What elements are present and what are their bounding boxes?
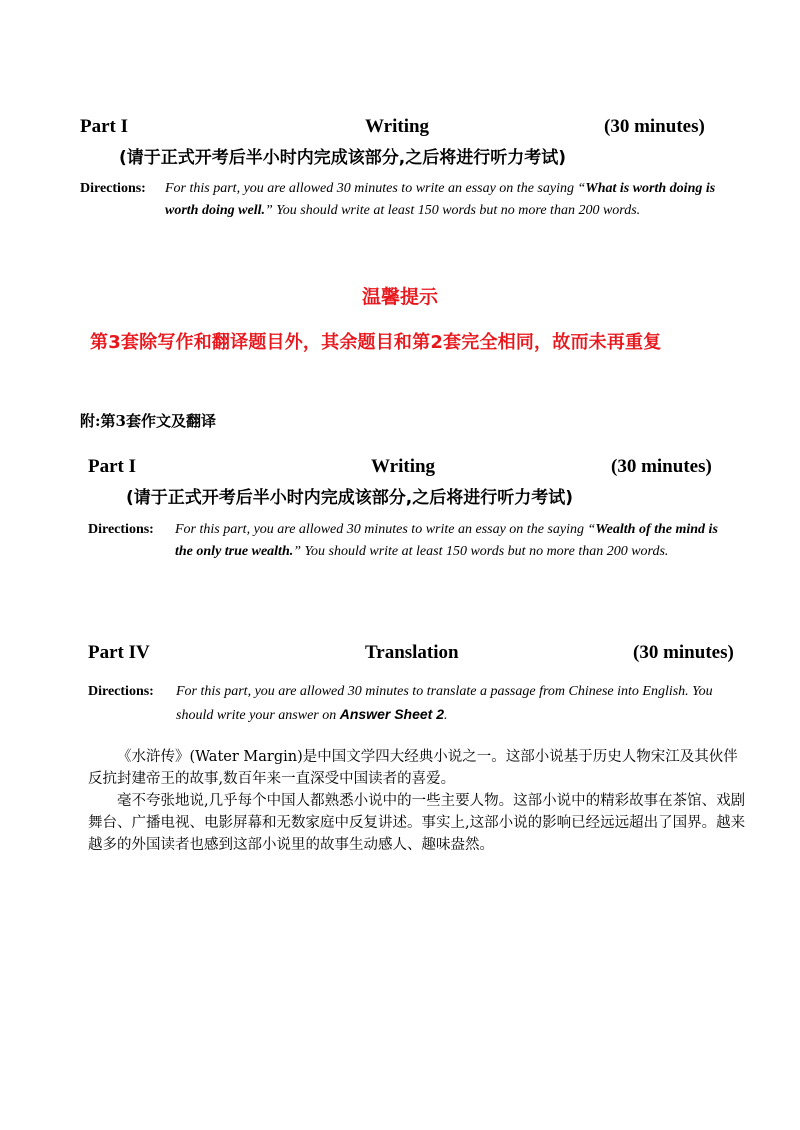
part4-directions [88, 681, 748, 729]
part4-header [0, 642, 800, 668]
notice-title: 温馨提示 [361, 286, 438, 308]
passage-paragraph-1: 《水浒传》(Water Margin)是中国文学四大经典小说之一。这部小说基于历史人物宋江及其伙伴反抗封建帝王的故事,数百年来一直深受中国读者的喜爱。 [88, 749, 738, 787]
directions-label: Directions: [88, 522, 154, 537]
part1b-time: (30 minutes) [611, 456, 712, 477]
directions-label: Directions: [88, 684, 154, 699]
essay-topic: Wealth of the mind is the only true wealth. [175, 522, 718, 559]
part1-time: (30 minutes) [604, 116, 705, 137]
directions-label: Directions: [80, 181, 146, 196]
passage-paragraph-2: 毫不夸张地说,几乎每个中国人都熟悉小说中的一些主要人物。这部小说中的精彩故事在茶馆、戏剧舞台、广播电视、电影屏幕和无数家庭中反复讲述。事实上,这部小说的影响已经远远超出了国界。越来越多的外国读者也感到这部小说里的故事生动感人、趣味盎然。 [88, 793, 746, 853]
part1b-directions [88, 519, 728, 589]
part4-title: Part IV [88, 642, 150, 663]
part1-subtitle: (请于正式开考后半小时内完成该部分,之后将进行听力考试) [119, 148, 566, 168]
part1-section: Writing [365, 116, 430, 137]
part4-section: Translation [365, 642, 459, 663]
essay-topic: What is worth doing is worth doing well. [165, 181, 716, 218]
part1-title: Part I [80, 116, 129, 137]
part1b-subtitle: (请于正式开考后半小时内完成该部分,之后将进行听力考试) [126, 488, 573, 508]
part1-directions [80, 178, 720, 248]
part1b-title: Part I [88, 456, 137, 477]
directions-text: For this part, you are allowed 30 minutes to write an essay on the saying “Wealth of the mind is the only true wealth.” You should write at least 150 words but no more than 200 words. [175, 522, 718, 559]
part4-time: (30 minutes) [633, 642, 734, 663]
attachment-label: 附:第3套作文及翻译 [80, 412, 216, 430]
part1-header [0, 116, 800, 142]
answer-sheet-ref: Answer Sheet 2 [339, 706, 444, 722]
part1b-section: Writing [371, 456, 436, 477]
directions-text: For this part, you are allowed 30 minutes to write an essay on the saying “What is worth doing is worth doing well.” You should write at least 150 words but no more than 200 words. [165, 181, 716, 218]
directions-text: For this part, you are allowed 30 minutes to translate a passage from Chinese into English. You should write your answer on Answer Sheet 2. [176, 684, 713, 723]
part1b-header [0, 456, 800, 482]
notice-text: 第3套除写作和翻译题目外，其余题目和第2套完全相同，故而未再重复 [90, 332, 662, 353]
